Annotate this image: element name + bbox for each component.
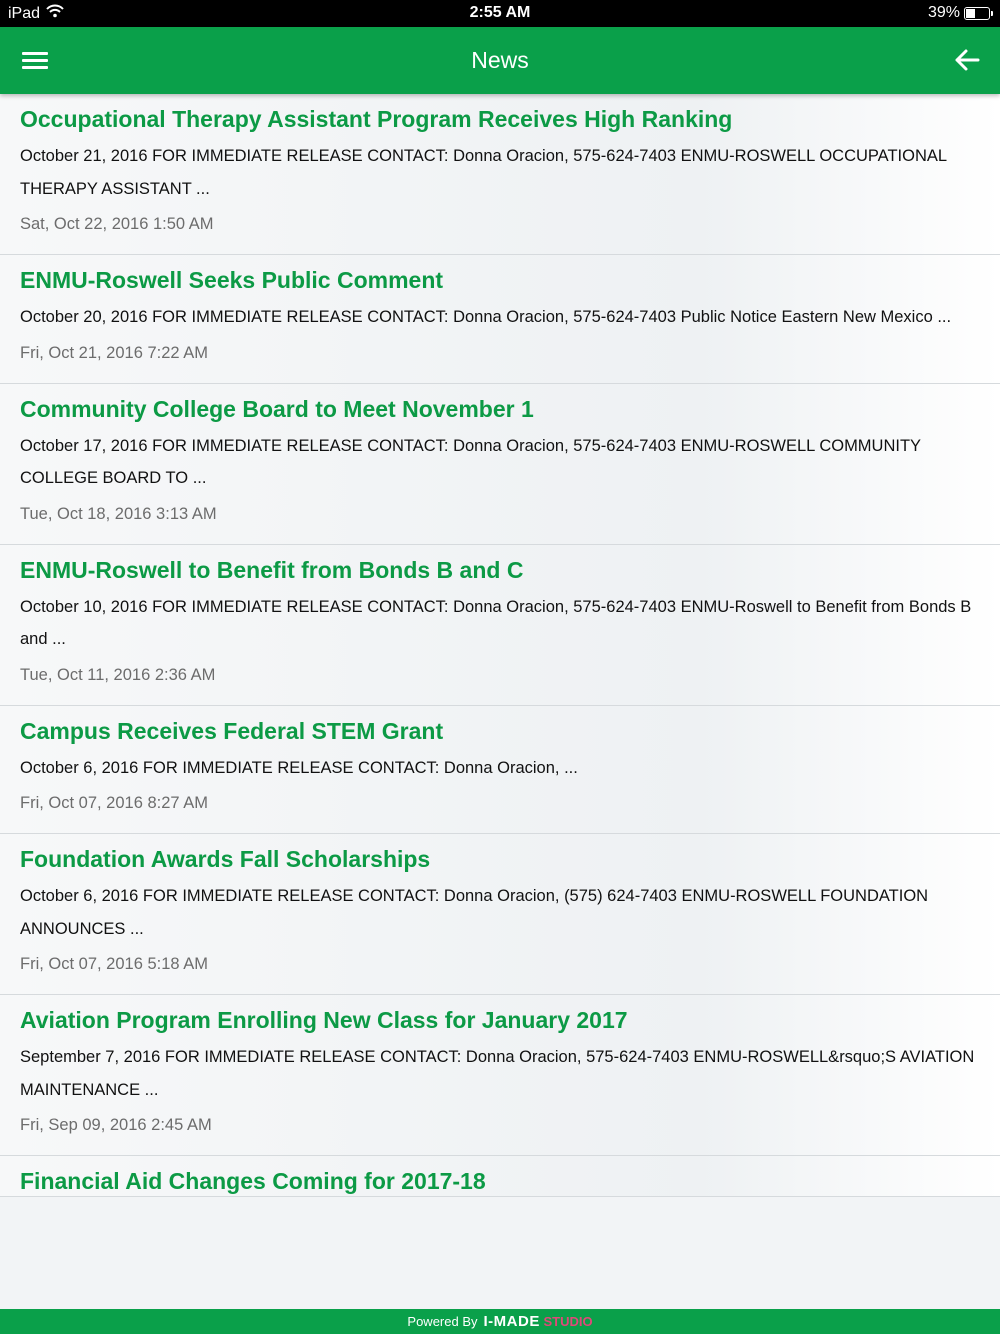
news-summary: October 6, 2016 FOR IMMEDIATE RELEASE CONTACT: Donna Oracion, ... [20,758,578,777]
status-bar [0,0,1000,27]
news-date: Sat, Oct 22, 2016 1:50 AM [20,215,214,233]
clock: 2:55 AM [469,4,531,21]
news-summary: October 17, 2016 FOR IMMEDIATE RELEASE CONTACT: Donna Oracion, 575-624-7403 ENMU-ROSWELL COMMUNITY COLLEGE BOARD TO ... [20,436,921,487]
news-date: Fri, Oct 07, 2016 8:27 AM [20,794,209,812]
news-summary: October 6, 2016 FOR IMMEDIATE RELEASE CONTACT: Donna Oracion, (575) 624-7403 ENMU-ROSWELL FOUNDATION ANNOUNCES ... [20,887,929,938]
news-title[interactable]: Aviation Program Enrolling New Class for January 2017 [20,1007,628,1033]
news-title[interactable]: ENMU-Roswell to Benefit from Bonds B and C [20,556,524,583]
news-date: Fri, Oct 07, 2016 5:18 AM [20,955,209,973]
news-item[interactable] [0,834,1000,995]
news-item[interactable] [0,545,1000,706]
news-date: Tue, Oct 18, 2016 3:13 AM [20,504,217,523]
news-item[interactable] [0,384,1000,545]
brand-logo: I-MADE [483,1313,540,1330]
news-summary: October 10, 2016 FOR IMMEDIATE RELEASE CONTACT: Donna Oracion, 575-624-7403 ENMU-Roswell to Benefit from Bonds B and ... [20,597,972,648]
news-date: Fri, Oct 21, 2016 7:22 AM [20,343,209,362]
news-summary: October 21, 2016 FOR IMMEDIATE RELEASE CONTACT: Donna Oracion, 575-624-7403 ENMU-ROSWELL OCCUPATIONAL THERAPY ASSISTANT ... [20,147,947,198]
battery-percent: 39% [927,4,960,21]
news-item[interactable] [0,1156,1000,1197]
powered-by-label: Powered By [407,1314,478,1329]
news-item[interactable] [0,255,1000,384]
back-arrow-icon[interactable] [952,45,982,75]
news-summary: September 7, 2016 FOR IMMEDIATE RELEASE CONTACT: Donna Oracion, 575-624-7403 ENMU-ROSWELL&rsquo;S AVIATION MAINTENANCE ... [20,1048,975,1099]
news-list [0,94,1000,1309]
nav-bar [0,27,1000,94]
device-label: iPad [8,4,41,22]
news-title[interactable]: Campus Receives Federal STEM Grant [20,717,444,744]
news-title[interactable]: Occupational Therapy Assistant Program Receives High Ranking [20,106,733,132]
news-date: Fri, Sep 09, 2016 2:45 AM [20,1116,212,1134]
news-title[interactable]: Community College Board to Meet November 1 [20,395,534,422]
brand-logo-accent: STUDIO [543,1314,593,1329]
news-item[interactable] [0,995,1000,1156]
news-item[interactable] [0,94,1000,255]
news-date: Tue, Oct 11, 2016 2:36 AM [20,665,216,684]
news-title[interactable]: ENMU-Roswell Seeks Public Comment [20,267,444,293]
news-item[interactable] [0,706,1000,835]
page-title: News [471,47,529,73]
news-summary: October 20, 2016 FOR IMMEDIATE RELEASE CONTACT: Donna Oracion, 575-624-7403 Public Notice Eastern New Mexico ... [20,308,952,326]
news-title[interactable]: Foundation Awards Fall Scholarships [20,846,431,872]
news-title[interactable]: Financial Aid Changes Coming for 2017-18 [20,1168,486,1194]
status-right [928,4,990,22]
footer [0,1309,1000,1334]
battery-icon [964,7,990,20]
